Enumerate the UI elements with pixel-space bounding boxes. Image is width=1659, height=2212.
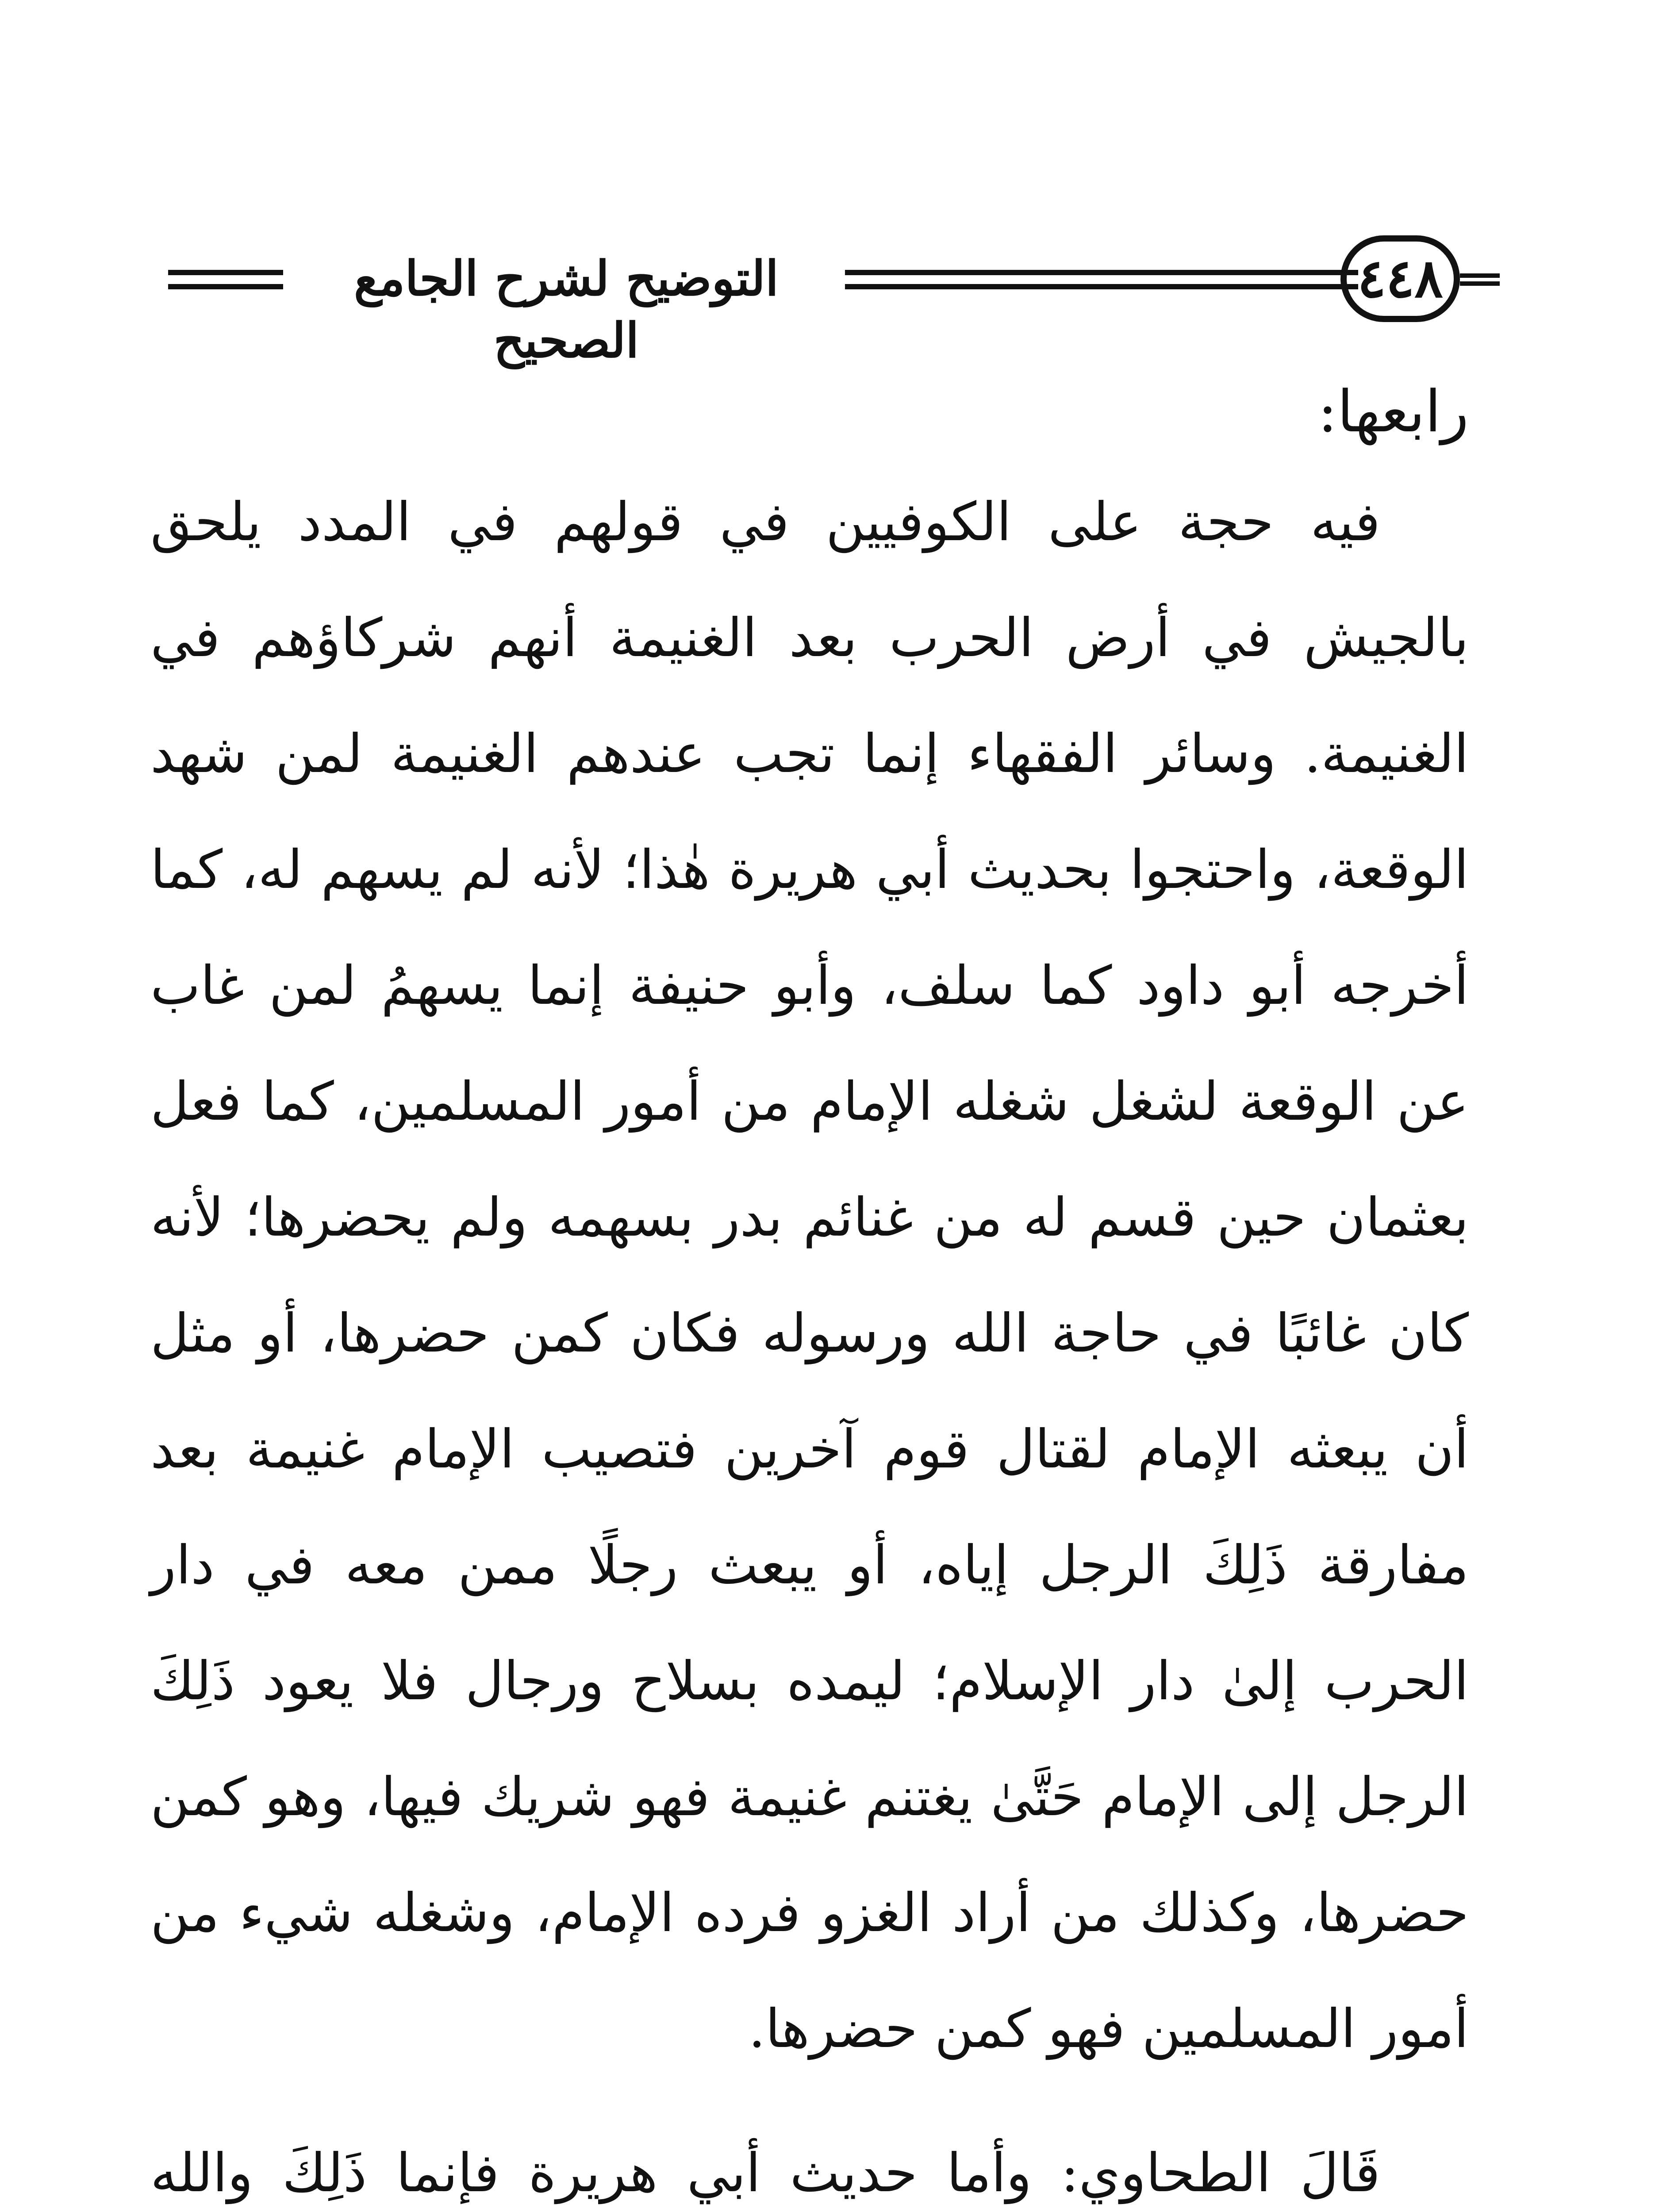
paragraph: فيه حجة على الكوفيين في قولهم في المدد يلحق بالجيش في أرض الحرب بعد الغنيمة أنهم شركاؤهم في الغنيمة. وسائر الفقهاء إنما تجب عندهم الغنيمة لمن شهد الوقعة، واحتجوا بحديث أبي هريرة هٰذا؛ لأنه لم يسهم له، كما أخرجه أبو داود كما سلف، وأبو حنيفة إنما يسهمُ لمن غاب عن الوقعة لشغل شغله الإمام من أمور المسلمين، كما فعل بعثمان حين قسم له من غنائم بدر بسهمه ولم يحضرها؛ لأنه كان غائبًا في حاجة الله ورسوله فكان كمن حضرها، أو مثل أن يبعثه الإمام لقتال قوم آخرين فتصيب الإمام غنيمة بعد مفارقة ذَلِكَ الرجل إياه، أو يبعث رجلًا ممن معه في دار الحرب إلىٰ دار الإسلام؛ ليمده بسلاح ورجال فلا يعود ذَلِكَ الرجل إلى الإمام حَتَّىٰ يغتنم غنيمة فهو شريك فيها، وهو كمن حضرها، وكذلك من أراد الغزو فرده الإمام، وشغله شيء من أمور المسلمين فهو كمن حضرها. [150, 492, 1469, 2060]
page-number: ٤٤٨ [1340, 235, 1460, 322]
header-double-rule-short [168, 270, 283, 289]
section-heading: رابعها: [1317, 378, 1469, 445]
paragraph [150, 2116, 1469, 2212]
main-text [150, 367, 1469, 2212]
paragraph-text: قَالَ الطحاوي: وأما حديث أبي هريرة فإنما ذَلِكَ والله [150, 2143, 1380, 2204]
header-rule-tail [1460, 273, 1500, 286]
running-header [168, 247, 1500, 369]
header-double-rule [845, 270, 1358, 289]
running-title: التوضيح لشرح الجامع الصحيح [354, 251, 779, 369]
